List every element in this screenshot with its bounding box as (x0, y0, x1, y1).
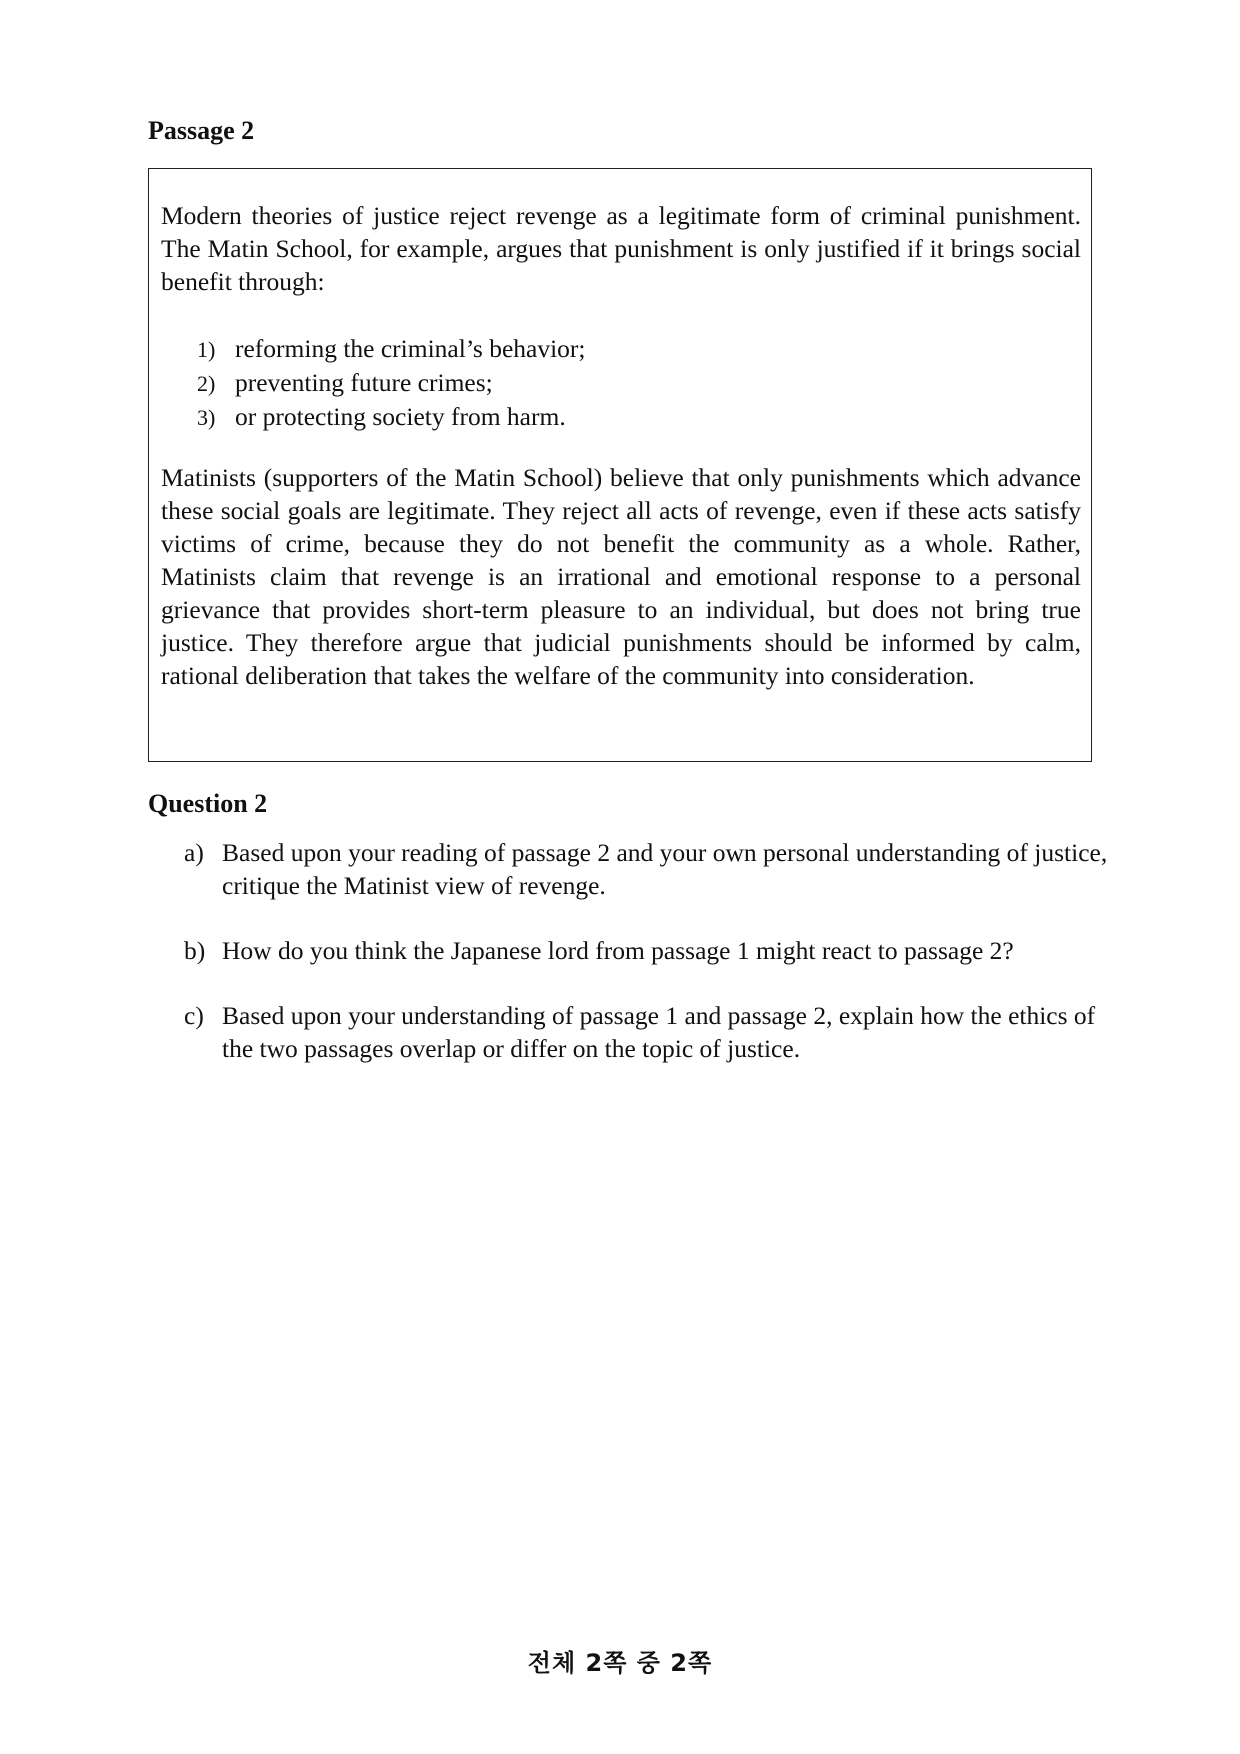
criteria-text: reforming the criminal’s behavior; (235, 334, 586, 363)
question-text: Based upon your reading of passage 2 and your own personal understanding of justice, critique the Matinist view of revenge. (222, 838, 1108, 900)
passage-box (148, 168, 1092, 762)
question-letter: c) (184, 1001, 204, 1030)
question-letter: a) (184, 838, 204, 867)
criteria-number: 2) (197, 371, 216, 396)
criteria-text: preventing future crimes; (235, 368, 493, 397)
criteria-text: or protecting society from harm. (235, 402, 566, 431)
question-item (184, 999, 1114, 1065)
question-text: How do you think the Japanese lord from passage 1 might react to passage 2? (222, 936, 1014, 965)
justification-criteria-list (197, 332, 586, 434)
passage-intro-paragraph: Modern theories of justice reject revenge as a legitimate form of criminal punishment. The Matin School, for example, argues that punishment is only justified if it brings social benefit through: (161, 201, 1081, 296)
question-item (184, 836, 1114, 902)
criteria-item (197, 366, 586, 400)
page-number-footer: 전체 2쪽 중 2쪽 (527, 1649, 713, 1677)
criteria-number: 1) (197, 337, 216, 362)
question-letter: b) (184, 936, 206, 965)
question-item (184, 934, 1114, 967)
passage-body-paragraph: Matinists (supporters of the Matin School) believe that only punishments which advance these social goals are legitimate. They reject all acts of revenge, even if these acts satisfy victims of crime, because they do not benefit the community as a whole. Rather, Matinists claim that revenge is an irrational and emotional response to a personal grievance that provides short-term pleasure to an individual, but does not bring true justice. They therefore argue that judicial punishments should be informed by calm, rational deliberation that takes the welfare of the community into consideration. (161, 463, 1081, 690)
question-list (184, 836, 1114, 1097)
passage-heading: Passage 2 (148, 116, 255, 145)
criteria-number: 3) (197, 405, 216, 430)
criteria-item (197, 400, 586, 434)
question-text: Based upon your understanding of passage 1 and passage 2, explain how the ethics of the two passages overlap or differ on the topic of justice. (222, 1001, 1096, 1063)
criteria-item (197, 332, 586, 366)
question-heading: Question 2 (148, 789, 268, 818)
